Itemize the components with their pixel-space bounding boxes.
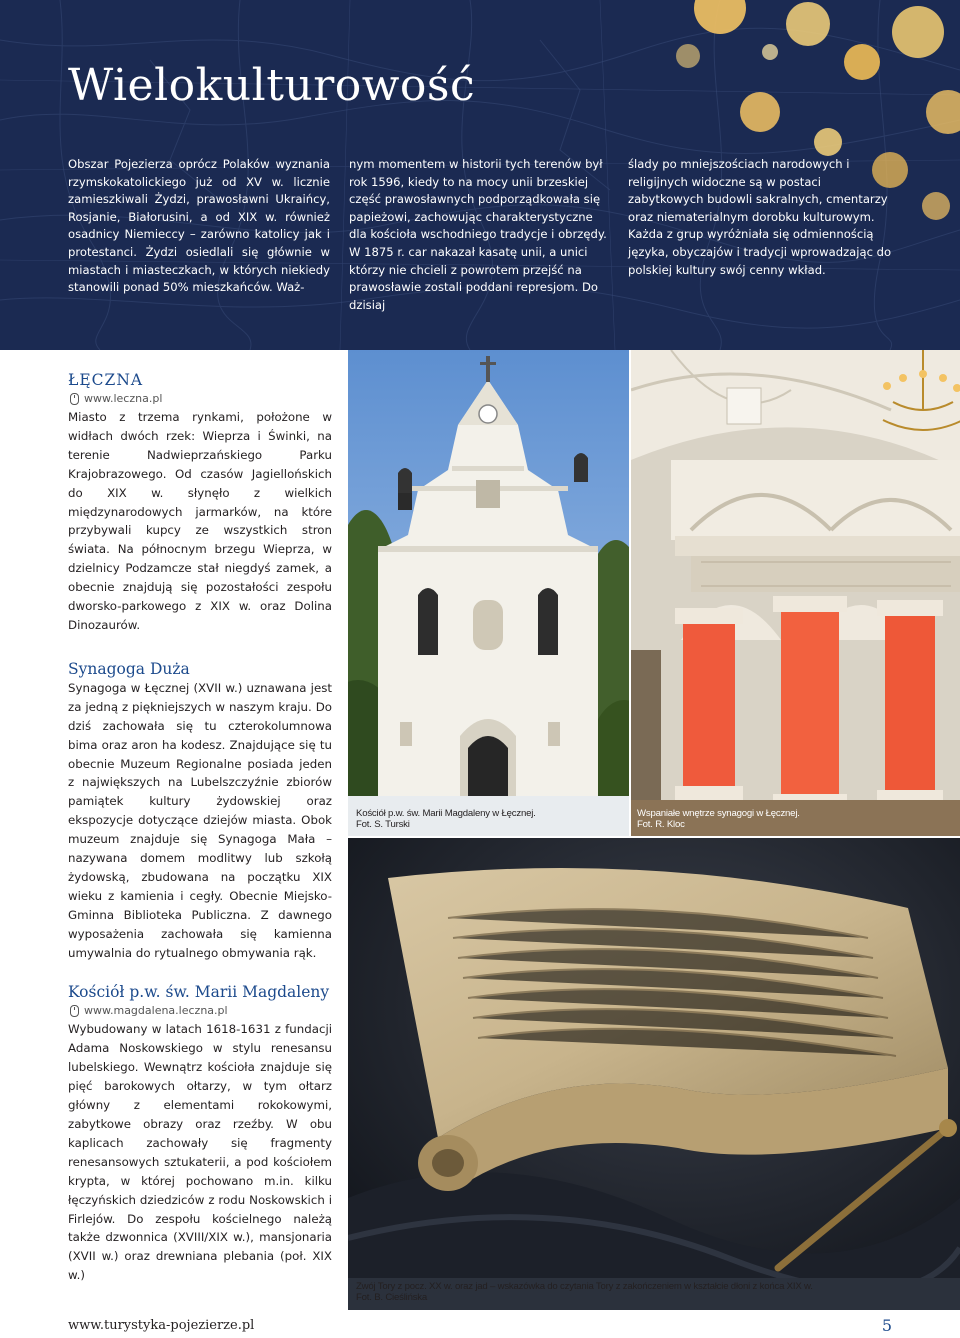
page-number: 5 — [881, 1316, 892, 1335]
torah-scroll-photo — [348, 838, 960, 1310]
church-caption-text: Kościół p.w. św. Marii Magdaleny w Łęcznej. — [356, 808, 536, 819]
footer-website-link[interactable]: www.turystyka-pojezierze.pl — [68, 1318, 255, 1333]
intro-banner — [0, 0, 960, 350]
intro-text-column-1: Obszar Pojezierza oprócz Polaków wyznania rzymskokatolickiego już od XV w. licznie zamieszkiwali Żydzi, prawosławni Ukraińcy, Rosjanie, Białorusini, a od XIX w. również osadnicy Niemieccy – zarówno katolicy jak i protestanci. Żydzi osiedlali się głównie w miastach i miasteczkach, w których niekiedy stanowili ponad 50% mieszkańców. Waż- — [68, 157, 330, 295]
leczna-heading: ŁĘCZNA — [68, 371, 144, 389]
leczna-text: Miasto z trzema rynkami, położone w widłach dwóch rzek: Wieprza i Świnki, na terenie Nadwieprzańskiego Parku Krajobrazowego. Od czasów Jagiellońskich do XIX w. słynęło z wielkich międzynarodowych jarmarków, na które przybywali kupcy ze wszystkich stron świata. Na północnym brzegu Wieprza, w dzielnicy Podzamcze stał niegdyś zamek, a obecnie znajdują się pozostałości zespołu dworsko-parkowego z XIX w. oraz Dolina Dinozaurów. — [68, 410, 332, 632]
synagoga-heading: Synagoga Duża — [68, 659, 190, 678]
synagoga-text: Synagoga w Łęcznej (XVII w.) uznawana jest za jedną z piękniejszych w naszym kraju. Do dziś zachowała się tu czterokolumnowa bima oraz aron ha kodesz. Znajdujące się tu obecnie Muzeum Regionalne posiada jeden z największych na Lubelszczyźnie zbiorów pamiątek kultury żydowskiej oraz ekspozycje dotyczące dziejów miasta. Obok muzeum znajduje się Synagoga Mała – nazywana domem modlitwy lub szkołą żydowską, zbudowana na początku XIX wieku z kamienia i cegły. Obecnie Miejsko-Gminna Biblioteka Publiczna. Z dawnego wyposażenia zachowała się kamienna umywalnia do rytualnego obmywania rąk. — [68, 680, 332, 960]
article-column — [68, 370, 332, 1285]
intro-text-column-2: nym momentem w historii tych terenów był rok 1596, kiedy to na mocy unii brzeskiej część prawosławnych podporządkowała się papieżowi, zachowując charakterystyczne dla kościoła wschodniego tradycje i obrzędy. W 1875 r. car nakazał kasatę unii, a unici którzy nie chcieli z powrotem przejść na prawosławie zostali poddani represjom. Do dzisiaj — [349, 157, 607, 312]
intro-text-column-3: ślady po mniejszościach narodowych i religijnych widoczne są w postaci zabytkowych budowli sakralnych, cmentarzy oraz niematerialnym dorobku kulturowym. Każda z grup wyróżniała się odmiennością języka, obyczajów i tradycji wprowadzając do polskiej kultury swój cenny wkład. — [628, 157, 892, 277]
church-photo-caption — [356, 808, 536, 830]
leczna-website-row[interactable] — [70, 392, 332, 406]
torah-caption-credit: Fot. B. Cieślińska — [356, 1292, 428, 1303]
page-title: Wielokulturowość — [68, 60, 476, 111]
leczna-website-link[interactable]: www.leczna.pl — [84, 392, 163, 405]
mouse-icon — [70, 393, 79, 405]
church-photo — [348, 350, 629, 836]
synagogue-caption-text: Wspaniałe wnętrze synagogi w Łęcznej. — [637, 808, 800, 819]
kosciol-website-link[interactable]: www.magdalena.leczna.pl — [84, 1004, 228, 1018]
synagogue-photo-caption — [637, 808, 800, 830]
kosciol-heading: Kościół p.w. św. Marii Magdaleny — [68, 983, 330, 1002]
kosciol-text: Wybudowany w latach 1618-1631 z fundacji Adama Noskowskiego w stylu renesansu lubelskiego. Wewnątrz kościoła znajduje się pięć barokowych ołtarzy, w tym ołtarz główny z elementami rokokowymi, zabytkowe obrazy oraz rzeźby. W obu kaplicach zachowały się fragmenty renesansowych sztukaterii, a pod kościołem krypta, w której pochowano m.in. kilku łęczyńskich dziedziców z rodu Noskowskich i Firlejów. Do zespołu kościelnego należą także dzwonnica (XVIII/XIX w.), mansjonaria (XVII w.) oraz drewniana plebania (poł. XIX w.) — [68, 1022, 332, 1283]
torah-photo-caption — [356, 1281, 813, 1303]
mouse-icon — [70, 1005, 79, 1017]
synagogue-caption-credit: Fot. R. Kloc — [637, 819, 685, 830]
synagogue-interior-photo — [631, 350, 960, 836]
kosciol-website-row[interactable] — [70, 1004, 332, 1018]
torah-caption-text: Zwój Tory z pocz. XX w. oraz jad – wskazówka do czytania Tory z zakończeniem w kształcie dłoni z końca XIX w. — [356, 1281, 813, 1292]
church-caption-credit: Fot. S. Turski — [356, 819, 410, 830]
